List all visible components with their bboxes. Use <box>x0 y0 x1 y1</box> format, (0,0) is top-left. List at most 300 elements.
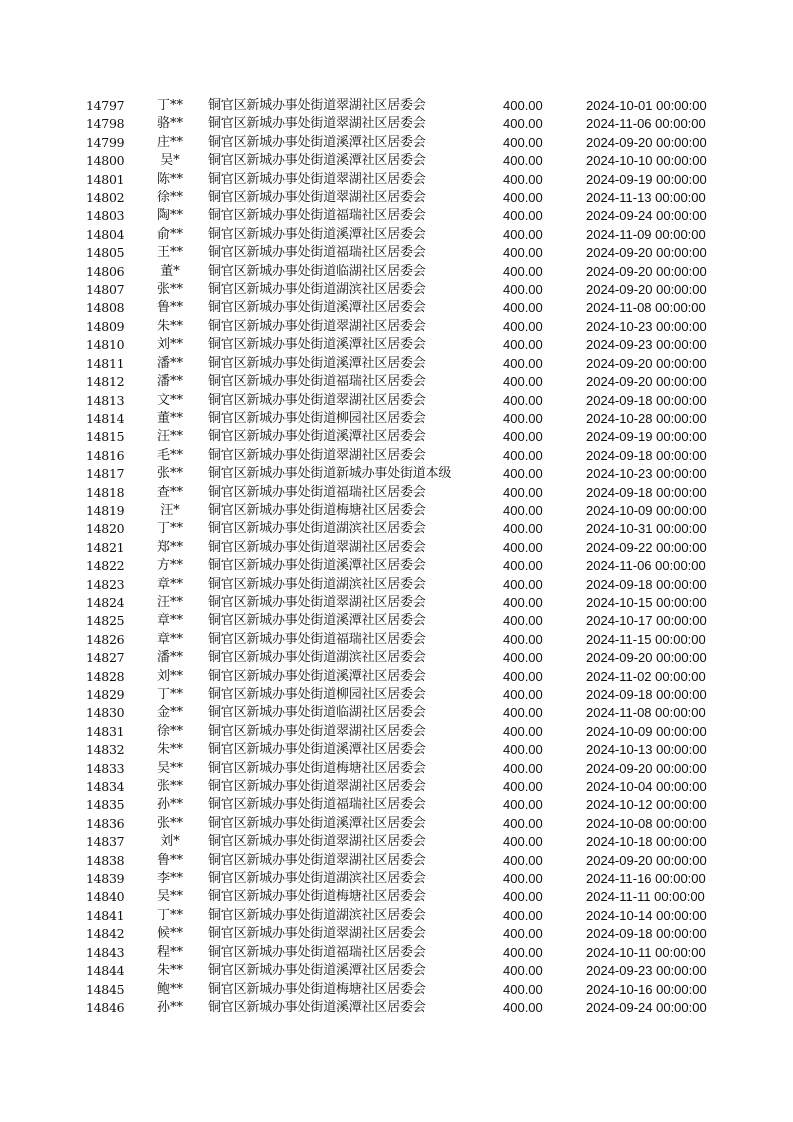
record-id: 14811 <box>86 355 125 371</box>
record-id: 14840 <box>86 889 125 905</box>
person-name: 张** <box>156 779 183 795</box>
record-id: 14797 <box>86 98 125 113</box>
table-row <box>0 870 793 888</box>
record-id: 14798 <box>86 116 125 132</box>
person-name: 鲁** <box>156 300 183 316</box>
person-name: 张** <box>156 815 183 831</box>
payment-date: 2024-10-23 00:00:00 <box>586 318 707 334</box>
community-address: 铜官区新城办事处街道溪潭社区居委会 <box>208 668 426 684</box>
community-address: 铜官区新城办事处街道福瑞社区居委会 <box>208 797 426 813</box>
amount: 400.00 <box>503 687 543 702</box>
table-row <box>0 999 793 1017</box>
record-id: 14820 <box>86 521 125 537</box>
community-address: 铜官区新城办事处街道翠湖社区居委会 <box>208 171 426 187</box>
record-id: 14825 <box>86 613 125 629</box>
community-address: 铜官区新城办事处街道翠湖社区居委会 <box>208 539 426 555</box>
community-address: 铜官区新城办事处街道溪潭社区居委会 <box>208 355 426 371</box>
payment-date: 2024-09-20 00:00:00 <box>586 650 707 666</box>
amount: 400.00 <box>503 889 543 905</box>
person-name: 李** <box>156 871 183 887</box>
community-address: 铜官区新城办事处街道柳园社区居委会 <box>208 687 426 702</box>
table-row <box>0 465 793 483</box>
record-id: 14821 <box>86 539 125 555</box>
table-row <box>0 226 793 244</box>
amount: 400.00 <box>503 392 543 408</box>
record-id: 14803 <box>86 208 125 224</box>
payment-date: 2024-11-15 00:00:00 <box>586 631 706 647</box>
payment-date: 2024-11-09 00:00:00 <box>586 226 706 242</box>
amount: 400.00 <box>503 944 543 960</box>
community-address: 铜官区新城办事处街道福瑞社区居委会 <box>208 245 426 261</box>
record-id: 14808 <box>86 300 125 316</box>
payment-date: 2024-11-08 00:00:00 <box>586 300 706 316</box>
table-row <box>0 723 793 741</box>
community-address: 铜官区新城办事处街道溪潭社区居委会 <box>208 134 426 150</box>
record-id: 14816 <box>86 447 125 463</box>
table-row <box>0 981 793 999</box>
community-address: 铜官区新城办事处街道翠湖社区居委会 <box>208 190 426 206</box>
community-address: 铜官区新城办事处街道翠湖社区居委会 <box>208 116 426 132</box>
record-id: 14828 <box>86 668 125 684</box>
payment-date: 2024-09-20 00:00:00 <box>586 245 707 261</box>
community-address: 铜官区新城办事处街道溪潭社区居委会 <box>208 999 426 1015</box>
community-address: 铜官区新城办事处街道溪潭社区居委会 <box>208 300 426 316</box>
amount: 400.00 <box>503 871 543 887</box>
payment-date: 2024-10-17 00:00:00 <box>586 613 707 629</box>
record-id: 14837 <box>86 834 125 850</box>
amount: 400.00 <box>503 502 543 518</box>
person-name: 汪** <box>156 594 183 610</box>
community-address: 铜官区新城办事处街道临湖社区居委会 <box>208 263 426 279</box>
table-row <box>0 484 793 502</box>
person-name: 鲍** <box>156 981 183 997</box>
table-row <box>0 944 793 962</box>
person-name: 陈** <box>156 171 183 187</box>
payment-date: 2024-10-09 00:00:00 <box>586 502 707 518</box>
person-name: 陶** <box>156 208 183 224</box>
record-id: 14841 <box>86 907 125 923</box>
table-row <box>0 520 793 538</box>
payment-date: 2024-10-08 00:00:00 <box>586 815 707 831</box>
table-row <box>0 410 793 428</box>
person-name: 王** <box>156 245 183 261</box>
payment-date: 2024-09-20 00:00:00 <box>586 355 707 371</box>
person-name: 朱** <box>156 742 183 758</box>
table-row <box>0 925 793 943</box>
amount: 400.00 <box>503 852 543 868</box>
amount: 400.00 <box>503 447 543 463</box>
record-id: 14835 <box>86 797 125 813</box>
amount: 400.00 <box>503 834 543 850</box>
amount: 400.00 <box>503 558 543 574</box>
record-id: 14799 <box>86 134 125 150</box>
table-row <box>0 686 793 704</box>
amount: 400.00 <box>503 907 543 923</box>
amount: 400.00 <box>503 650 543 666</box>
payment-date: 2024-10-12 00:00:00 <box>586 797 707 813</box>
table-row <box>0 263 793 281</box>
amount: 400.00 <box>503 245 543 261</box>
community-address: 铜官区新城办事处街道翠湖社区居委会 <box>208 447 426 463</box>
person-name: 候** <box>156 926 183 942</box>
record-id: 14805 <box>86 245 125 261</box>
community-address: 铜官区新城办事处街道溪潭社区居委会 <box>208 429 426 445</box>
person-name: 金** <box>156 705 183 721</box>
amount: 400.00 <box>503 797 543 813</box>
amount: 400.00 <box>503 318 543 334</box>
payment-date: 2024-10-14 00:00:00 <box>586 907 707 923</box>
person-name: 汪* <box>160 502 180 518</box>
person-name: 章** <box>156 576 183 592</box>
community-address: 铜官区新城办事处街道翠湖社区居委会 <box>208 392 426 408</box>
payment-date: 2024-09-20 00:00:00 <box>586 263 707 279</box>
amount: 400.00 <box>503 337 543 353</box>
person-name: 方** <box>156 558 183 574</box>
payment-date: 2024-10-11 00:00:00 <box>586 944 706 960</box>
amount: 400.00 <box>503 355 543 371</box>
amount: 400.00 <box>503 613 543 629</box>
table-row <box>0 299 793 317</box>
payment-date: 2024-09-19 00:00:00 <box>586 429 707 445</box>
table-row <box>0 594 793 612</box>
payment-date: 2024-09-20 00:00:00 <box>586 282 707 298</box>
record-id: 14810 <box>86 337 125 353</box>
payment-date: 2024-10-23 00:00:00 <box>586 466 707 482</box>
community-address: 铜官区新城办事处街道溪潭社区居委会 <box>208 558 426 574</box>
amount: 400.00 <box>503 98 543 113</box>
amount: 400.00 <box>503 779 543 795</box>
record-id: 14818 <box>86 484 125 500</box>
person-name: 张** <box>156 466 183 482</box>
payment-date: 2024-09-24 00:00:00 <box>586 208 707 224</box>
community-address: 铜官区新城办事处街道临湖社区居委会 <box>208 705 426 721</box>
person-name: 吴** <box>156 889 183 905</box>
community-address: 铜官区新城办事处街道翠湖社区居委会 <box>208 779 426 795</box>
amount: 400.00 <box>503 594 543 610</box>
record-id: 14800 <box>86 153 125 169</box>
table-row <box>0 631 793 649</box>
payment-date: 2024-09-20 00:00:00 <box>586 760 707 776</box>
person-name: 潘** <box>156 355 183 371</box>
record-id: 14812 <box>86 374 125 390</box>
person-name: 刘* <box>160 834 180 850</box>
person-name: 孙** <box>156 999 183 1015</box>
person-name: 鲁** <box>156 852 183 868</box>
amount: 400.00 <box>503 466 543 482</box>
table-row <box>0 557 793 575</box>
payment-date: 2024-09-18 00:00:00 <box>586 926 707 942</box>
record-id: 14844 <box>86 963 125 979</box>
payment-date: 2024-10-18 00:00:00 <box>586 834 707 850</box>
table-row <box>0 502 793 520</box>
person-name: 孙** <box>156 797 183 813</box>
record-id: 14819 <box>86 502 125 518</box>
payment-date: 2024-11-13 00:00:00 <box>586 190 706 206</box>
amount: 400.00 <box>503 134 543 150</box>
record-id: 14815 <box>86 429 125 445</box>
table-row <box>0 741 793 759</box>
community-address: 铜官区新城办事处街道福瑞社区居委会 <box>208 208 426 224</box>
table-row <box>0 888 793 906</box>
record-id: 14806 <box>86 263 125 279</box>
table-row <box>0 355 793 373</box>
record-id: 14839 <box>86 871 125 887</box>
community-address: 铜官区新城办事处街道梅塘社区居委会 <box>208 760 426 776</box>
community-address: 铜官区新城办事处街道溪潭社区居委会 <box>208 337 426 353</box>
person-name: 刘** <box>156 668 183 684</box>
table-row <box>0 428 793 446</box>
amount: 400.00 <box>503 226 543 242</box>
table-row <box>0 244 793 262</box>
table-row <box>0 668 793 686</box>
community-address: 铜官区新城办事处街道溪潭社区居委会 <box>208 226 426 242</box>
record-id: 14824 <box>86 594 125 610</box>
amount: 400.00 <box>503 282 543 298</box>
person-name: 徐** <box>156 190 183 206</box>
table-row <box>0 852 793 870</box>
amount: 400.00 <box>503 963 543 979</box>
record-id: 14814 <box>86 410 125 426</box>
table-row <box>0 392 793 410</box>
community-address: 铜官区新城办事处街道翠湖社区居委会 <box>208 723 426 739</box>
community-address: 铜官区新城办事处街道湖滨社区居委会 <box>208 282 426 298</box>
record-id: 14826 <box>86 631 125 647</box>
amount: 400.00 <box>503 668 543 684</box>
community-address: 铜官区新城办事处街道湖滨社区居委会 <box>208 907 426 923</box>
person-name: 郑** <box>156 539 183 555</box>
payment-date: 2024-10-16 00:00:00 <box>586 981 707 997</box>
table-row <box>0 336 793 354</box>
person-name: 查** <box>156 484 183 500</box>
record-id: 14802 <box>86 190 125 206</box>
community-address: 铜官区新城办事处街道溪潭社区居委会 <box>208 153 426 169</box>
community-address: 铜官区新城办事处街道福瑞社区居委会 <box>208 374 426 390</box>
record-id: 14827 <box>86 650 125 666</box>
person-name: 章** <box>156 631 183 647</box>
table-row <box>0 796 793 814</box>
payment-date: 2024-10-09 00:00:00 <box>586 723 707 739</box>
payment-date: 2024-09-23 00:00:00 <box>586 337 707 353</box>
table-row <box>0 207 793 225</box>
person-name: 骆** <box>156 116 183 132</box>
community-address: 铜官区新城办事处街道翠湖社区居委会 <box>208 594 426 610</box>
person-name: 程** <box>156 944 183 960</box>
person-name: 毛** <box>156 447 183 463</box>
community-address: 铜官区新城办事处街道湖滨社区居委会 <box>208 521 426 537</box>
table-row <box>0 760 793 778</box>
table-row <box>0 815 793 833</box>
community-address: 铜官区新城办事处街道湖滨社区居委会 <box>208 576 426 592</box>
amount: 400.00 <box>503 815 543 831</box>
person-name: 丁** <box>156 687 183 702</box>
table-row <box>0 134 793 152</box>
payment-date: 2024-11-02 00:00:00 <box>586 668 706 684</box>
amount: 400.00 <box>503 539 543 555</box>
payment-date: 2024-09-18 00:00:00 <box>586 687 707 702</box>
amount: 400.00 <box>503 153 543 169</box>
amount: 400.00 <box>503 926 543 942</box>
person-name: 吴* <box>160 153 180 169</box>
table-row <box>0 447 793 465</box>
community-address: 铜官区新城办事处街道翠湖社区居委会 <box>208 926 426 942</box>
record-id: 14804 <box>86 226 125 242</box>
person-name: 刘** <box>156 337 183 353</box>
person-name: 吴** <box>156 760 183 776</box>
amount: 400.00 <box>503 171 543 187</box>
table-row <box>0 962 793 980</box>
record-id: 14801 <box>86 171 125 187</box>
payment-date: 2024-09-24 00:00:00 <box>586 999 707 1015</box>
payment-date: 2024-09-18 00:00:00 <box>586 392 707 408</box>
record-id: 14817 <box>86 466 125 482</box>
amount: 400.00 <box>503 190 543 206</box>
amount: 400.00 <box>503 999 543 1015</box>
table-row <box>0 97 793 115</box>
community-address: 铜官区新城办事处街道溪潭社区居委会 <box>208 613 426 629</box>
record-id: 14836 <box>86 815 125 831</box>
person-name: 潘** <box>156 374 183 390</box>
table-row <box>0 539 793 557</box>
community-address: 铜官区新城办事处街道翠湖社区居委会 <box>208 852 426 868</box>
records-table <box>0 97 793 1017</box>
record-id: 14823 <box>86 576 125 592</box>
table-row <box>0 373 793 391</box>
table-row <box>0 833 793 851</box>
record-id: 14831 <box>86 723 125 739</box>
record-id: 14829 <box>86 687 125 702</box>
payment-date: 2024-09-19 00:00:00 <box>586 171 707 187</box>
payment-date: 2024-09-22 00:00:00 <box>586 539 707 555</box>
payment-date: 2024-09-20 00:00:00 <box>586 374 707 390</box>
person-name: 董** <box>156 410 183 426</box>
person-name: 丁** <box>156 98 183 113</box>
person-name: 董* <box>160 263 180 279</box>
community-address: 铜官区新城办事处街道湖滨社区居委会 <box>208 650 426 666</box>
payment-date: 2024-09-23 00:00:00 <box>586 963 707 979</box>
payment-date: 2024-10-13 00:00:00 <box>586 742 707 758</box>
amount: 400.00 <box>503 208 543 224</box>
payment-date: 2024-10-01 00:00:00 <box>586 98 707 113</box>
payment-date: 2024-11-08 00:00:00 <box>586 705 706 721</box>
table-row <box>0 115 793 133</box>
amount: 400.00 <box>503 116 543 132</box>
payment-date: 2024-10-28 00:00:00 <box>586 410 707 426</box>
community-address: 铜官区新城办事处街道翠湖社区居委会 <box>208 318 426 334</box>
amount: 400.00 <box>503 723 543 739</box>
payment-date: 2024-09-18 00:00:00 <box>586 576 707 592</box>
table-row <box>0 576 793 594</box>
payment-date: 2024-11-11 00:00:00 <box>586 889 705 905</box>
community-address: 铜官区新城办事处街道梅塘社区居委会 <box>208 981 426 997</box>
record-id: 14833 <box>86 760 125 776</box>
person-name: 徐** <box>156 723 183 739</box>
table-row <box>0 281 793 299</box>
community-address: 铜官区新城办事处街道福瑞社区居委会 <box>208 944 426 960</box>
payment-date: 2024-09-18 00:00:00 <box>586 447 707 463</box>
table-row <box>0 907 793 925</box>
amount: 400.00 <box>503 631 543 647</box>
payment-date: 2024-09-18 00:00:00 <box>586 484 707 500</box>
table-row <box>0 189 793 207</box>
amount: 400.00 <box>503 981 543 997</box>
payment-date: 2024-11-06 00:00:00 <box>586 558 706 574</box>
record-id: 14830 <box>86 705 125 721</box>
community-address: 铜官区新城办事处街道新城办事处街道本级 <box>208 466 452 482</box>
payment-date: 2024-09-20 00:00:00 <box>586 852 707 868</box>
community-address: 铜官区新城办事处街道溪潭社区居委会 <box>208 742 426 758</box>
record-id: 14813 <box>86 392 125 408</box>
amount: 400.00 <box>503 705 543 721</box>
table-row <box>0 704 793 722</box>
person-name: 俞** <box>156 226 183 242</box>
person-name: 丁** <box>156 521 183 537</box>
person-name: 汪** <box>156 429 183 445</box>
amount: 400.00 <box>503 484 543 500</box>
payment-date: 2024-10-04 00:00:00 <box>586 779 707 795</box>
community-address: 铜官区新城办事处街道福瑞社区居委会 <box>208 631 426 647</box>
amount: 400.00 <box>503 521 543 537</box>
community-address: 铜官区新城办事处街道翠湖社区居委会 <box>208 98 426 113</box>
payment-date: 2024-11-06 00:00:00 <box>586 116 706 132</box>
payment-date: 2024-10-10 00:00:00 <box>586 153 707 169</box>
person-name: 文** <box>156 392 183 408</box>
table-row <box>0 171 793 189</box>
payment-date: 2024-10-15 00:00:00 <box>586 594 707 610</box>
record-id: 14846 <box>86 999 125 1015</box>
payment-date: 2024-11-16 00:00:00 <box>586 871 706 887</box>
person-name: 张** <box>156 282 183 298</box>
person-name: 丁** <box>156 907 183 923</box>
record-id: 14842 <box>86 926 125 942</box>
payment-date: 2024-10-31 00:00:00 <box>586 521 707 537</box>
record-id: 14832 <box>86 742 125 758</box>
table-row <box>0 612 793 630</box>
table-row <box>0 152 793 170</box>
table-row <box>0 778 793 796</box>
record-id: 14838 <box>86 852 125 868</box>
table-row <box>0 649 793 667</box>
person-name: 朱** <box>156 963 183 979</box>
payment-date: 2024-09-20 00:00:00 <box>586 134 707 150</box>
community-address: 铜官区新城办事处街道梅塘社区居委会 <box>208 889 426 905</box>
amount: 400.00 <box>503 374 543 390</box>
person-name: 章** <box>156 613 183 629</box>
amount: 400.00 <box>503 429 543 445</box>
community-address: 铜官区新城办事处街道梅塘社区居委会 <box>208 502 426 518</box>
record-id: 14834 <box>86 779 125 795</box>
community-address: 铜官区新城办事处街道柳园社区居委会 <box>208 410 426 426</box>
community-address: 铜官区新城办事处街道溪潭社区居委会 <box>208 963 426 979</box>
community-address: 铜官区新城办事处街道福瑞社区居委会 <box>208 484 426 500</box>
amount: 400.00 <box>503 410 543 426</box>
amount: 400.00 <box>503 263 543 279</box>
person-name: 潘** <box>156 650 183 666</box>
table-row <box>0 318 793 336</box>
amount: 400.00 <box>503 760 543 776</box>
record-id: 14809 <box>86 318 125 334</box>
amount: 400.00 <box>503 300 543 316</box>
community-address: 铜官区新城办事处街道溪潭社区居委会 <box>208 815 426 831</box>
person-name: 朱** <box>156 318 183 334</box>
person-name: 庄** <box>156 134 183 150</box>
record-id: 14807 <box>86 282 125 298</box>
community-address: 铜官区新城办事处街道湖滨社区居委会 <box>208 871 426 887</box>
record-id: 14845 <box>86 981 125 997</box>
community-address: 铜官区新城办事处街道翠湖社区居委会 <box>208 834 426 850</box>
record-id: 14843 <box>86 944 125 960</box>
amount: 400.00 <box>503 742 543 758</box>
record-id: 14822 <box>86 558 125 574</box>
